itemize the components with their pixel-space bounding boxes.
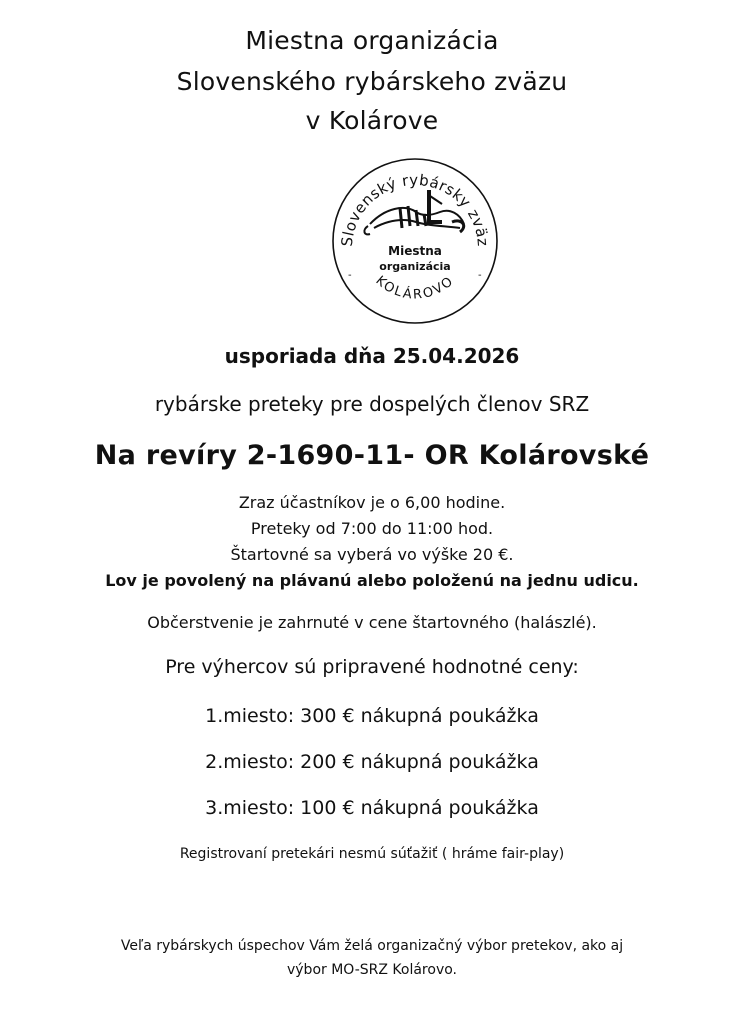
prize-item-2: 2.miesto: 200 € nákupná poukážka — [205, 751, 539, 773]
srz-logo-seal — [330, 156, 500, 326]
logo-center-line-2: organizácia — [379, 260, 451, 273]
detail-fee: Štartovné sa vyberá vo výške 20 €. — [230, 545, 514, 564]
detail-refreshment: Občerstvenie je zahrnuté v cene štartovného (halászlé). — [147, 613, 597, 632]
footer-line-2: výbor MO-SRZ Kolárovo. — [286, 962, 457, 978]
detail-rules: Lov je povolený na plávanú alebo položenú na jednu udicu. — [105, 571, 639, 590]
fair-play-note: Registrovaní pretekári nesmú súťažiť ( hráme fair-play) — [179, 846, 565, 862]
footer-line-1: Veľa rybárskych úspechov Vám želá organizačný výbor pretekov, ako aj — [120, 938, 624, 954]
detail-gathering: Zraz účastníkov je o 6,00 hodine. — [238, 493, 506, 512]
logo-center-line-1: Miestna — [388, 244, 442, 258]
event-venue-line: Na revíry 2-1690-11- OR Kolárovské — [94, 440, 650, 471]
event-type-line: rybárske preteky pre dospelých členov SRZ — [154, 392, 590, 416]
logo-separator-right: - — [478, 270, 482, 281]
event-date-line: usporiada dňa 25.04.2026 — [224, 344, 520, 368]
logo-separator-left: - — [348, 270, 352, 281]
prizes-intro: Pre výhercov sú pripravené hodnotné ceny: — [165, 656, 579, 678]
svg-text:Slovenský rybársky zväz — [338, 171, 492, 247]
prize-item-3: 3.miesto: 100 € nákupná poukážka — [205, 797, 539, 819]
svg-text:KOLÁROVO — [373, 273, 458, 302]
prize-item-1: 1.miesto: 300 € nákupná poukážka — [205, 705, 539, 727]
detail-time: Preteky od 7:00 do 11:00 hod. — [250, 519, 494, 538]
header-line-1: Miestna organizácia — [245, 26, 499, 55]
header-line-3: v Kolárove — [305, 106, 439, 135]
logo-arc-bottom-text: KOLÁROVO — [372, 273, 458, 303]
logo-arc-top-text: Slovenský rybársky zväz — [337, 170, 493, 248]
header-line-2: Slovenského rybárskeho zväzu — [176, 67, 568, 96]
